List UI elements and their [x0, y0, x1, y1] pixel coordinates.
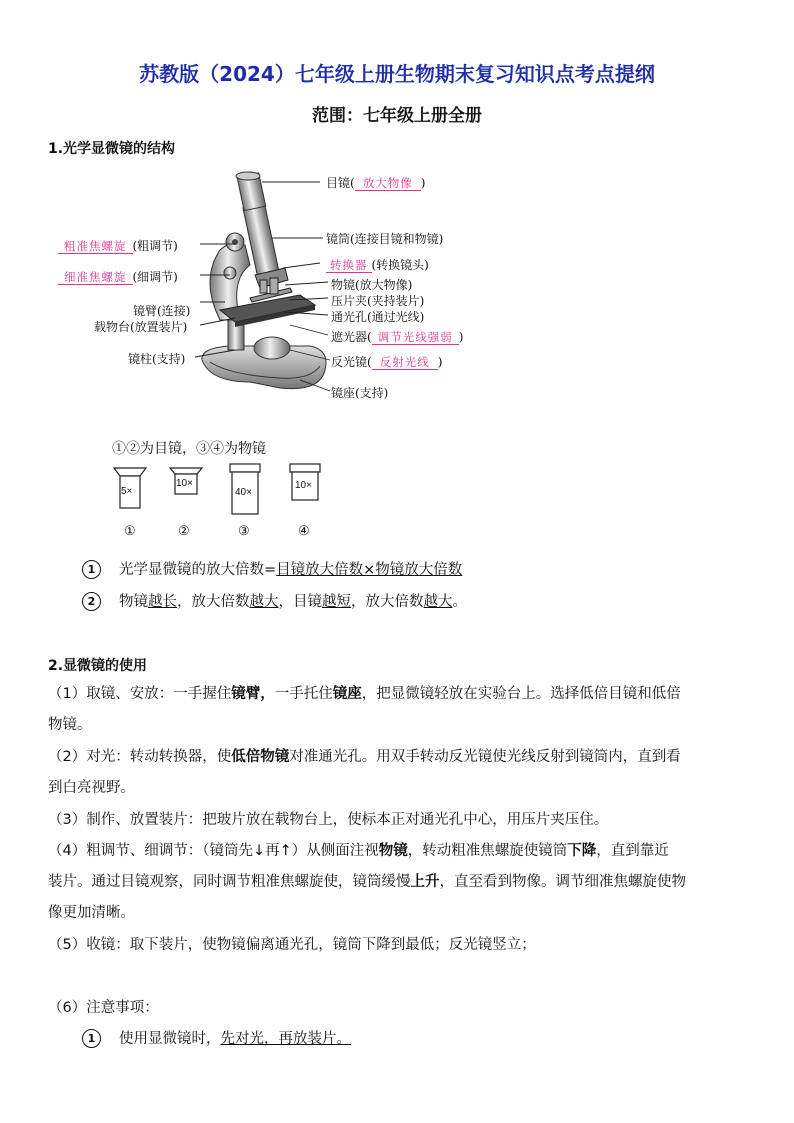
lens-2-mark: 10× [176, 478, 193, 489]
step-3: （3）制作、放置装片：把玻片放在载物台上，使标本正对通光孔中心，用压片夹压住。 [48, 812, 609, 828]
label-fine: 细准焦螺旋 (细调节) [58, 268, 178, 285]
point-2-number: 2 [82, 592, 101, 611]
answer-coarse: 粗准焦螺旋 [58, 239, 133, 254]
lens-3-mark: 40× [235, 487, 252, 498]
note-1-number: 1 [82, 1029, 101, 1048]
label-pillar: 镜柱(支持) [128, 352, 186, 366]
answer-converter: 转换器 [326, 258, 372, 273]
step-2: （2）对光：转动转换器，使低倍物镜对准通光孔。用双手转动反光镜使光线反射到镜筒内，直到看 到白亮视野。 [48, 749, 681, 796]
step-6: （6）注意事项： [48, 1000, 159, 1016]
label-stage: 载物台(放置装片) [94, 320, 188, 334]
lens-2-num: ② [178, 524, 190, 539]
point-2: 2 物镜越长，放大倍数越大，目镜越短，放大倍数越大。 [82, 587, 782, 618]
answer-eyepiece: 放大物像 [355, 176, 421, 191]
label-arm: 镜臂(连接) [133, 304, 191, 318]
note-1: 1 使用显微镜时，先对光，再放装片。 [82, 1024, 782, 1055]
label-base: 镜座(支持) [331, 386, 389, 400]
section1-heading: 1.光学显微镜的结构 [48, 141, 176, 157]
lens-4-mark: 10× [295, 480, 312, 491]
lens-4-num: ④ [298, 524, 310, 539]
lens-3-num: ③ [238, 524, 250, 539]
label-clip: 压片夹(夹持装片) [331, 294, 425, 308]
answer-diaphragm: 调节光线强弱 [372, 330, 459, 345]
step-5: （5）收镜：取下装片，使物镜偏离通光孔，镜筒下降到最低；反光镜竖立； [48, 937, 536, 953]
point-1: 1 光学显微镜的放大倍数=目镜放大倍数×物镜放大倍数 [82, 555, 782, 586]
page-subtitle: 范围：七年级上册全册 [312, 106, 482, 126]
step-4: （4）粗调节、细调节：（镜筒先↓再↑）从侧面注视物镜，转动粗准焦螺旋使镜筒下降，直到靠近 装片。通过目镜观察，同时调节粗准焦螺旋使，镜筒缓慢上升，直至看到物像。调节细准焦螺旋使物 像更加清晰。 [48, 843, 686, 921]
point-1-number: 1 [82, 560, 101, 579]
label-tube: 镜筒(连接目镜和物镜) [326, 232, 444, 246]
lens-1-num: ① [124, 524, 136, 539]
lens-1-mark: 5× [121, 486, 133, 497]
lens-caption: ①②为目镜，③④为物镜 [112, 441, 266, 457]
answer-fine: 细准焦螺旋 [58, 270, 133, 285]
page-title: 苏教版（2024）七年级上册生物期末复习知识点考点提纲 [139, 62, 655, 86]
label-diaphragm: 遮光器( 调节光线强弱 ) [331, 330, 464, 344]
label-coarse: 粗准焦螺旋 (粗调节) [58, 237, 178, 254]
label-objective: 物镜(放大物像) [331, 278, 413, 292]
label-eyepiece: 目镜( 放大物像 ) [326, 176, 426, 190]
step-1: （1）取镜、安放：一手握住镜臂，一手托住镜座，把显微镜轻放在实验台上。选择低倍目镜和低倍 物镜。 [48, 686, 681, 733]
label-hole: 通光孔(通过光线) [331, 310, 425, 324]
answer-mirror: 反射光线 [372, 355, 438, 370]
section2-heading: 2.显微镜的使用 [48, 658, 148, 674]
label-converter: 转换器 (转换镜头) [326, 256, 429, 273]
label-mirror: 反光镜( 反射光线 ) [331, 355, 443, 369]
